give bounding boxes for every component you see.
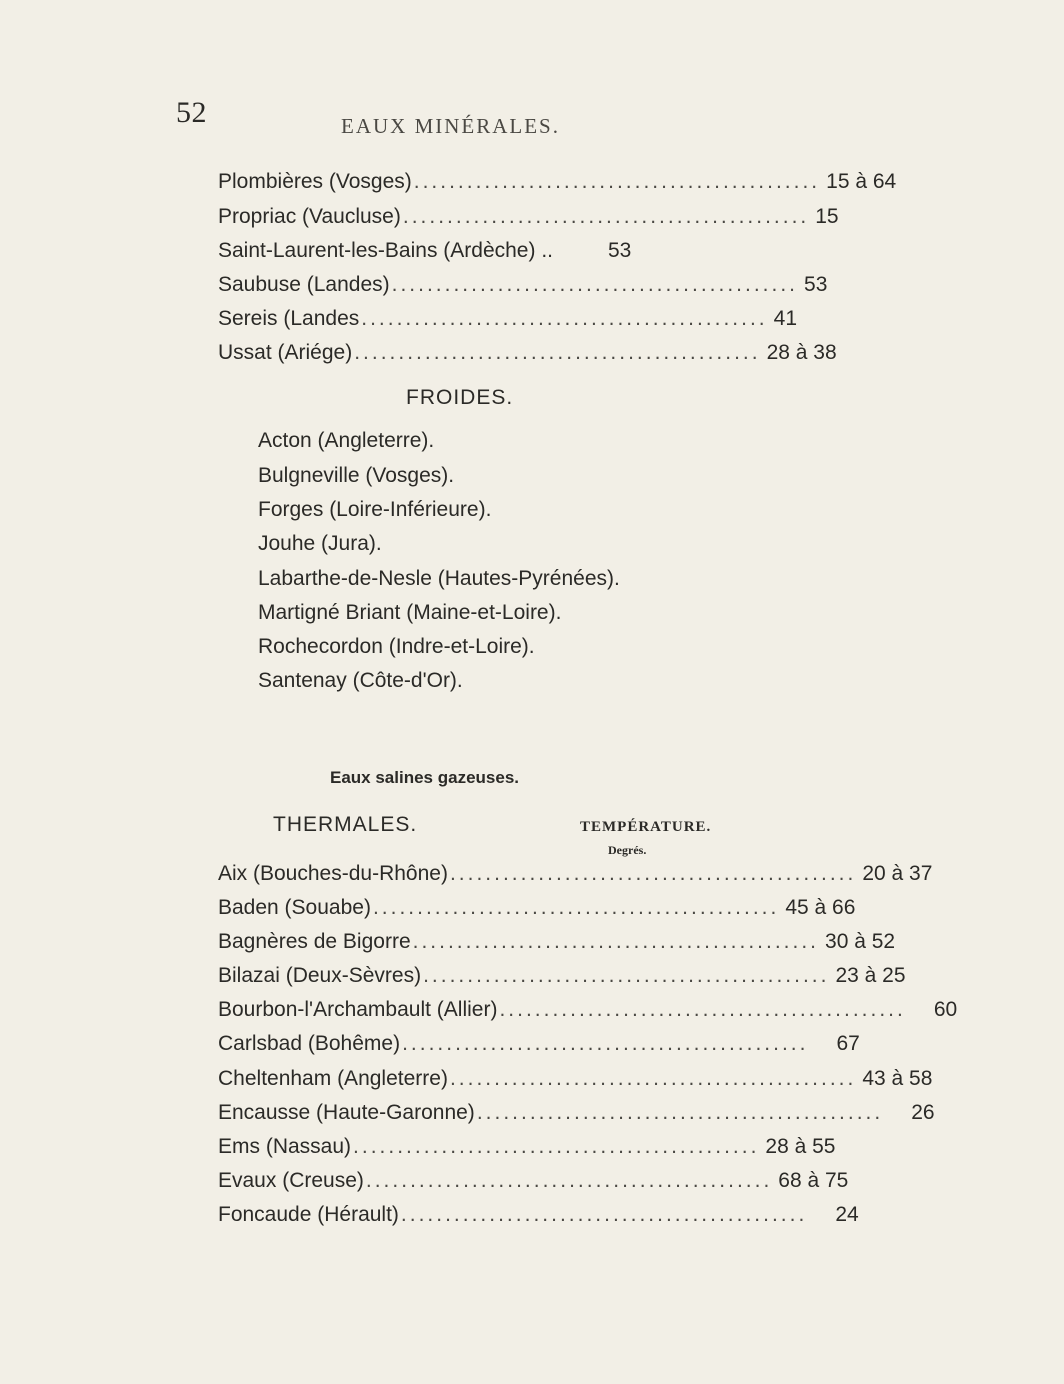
leader-dots: .............................................. [499,998,906,1021]
leader-dots: .............................................. [372,896,780,919]
spring-name: Aix (Bouches-du-Rhône) [218,862,448,885]
spring-temperature: 15 à 64 [826,170,897,193]
leader-dots: .............................................. [361,307,768,330]
spring-name: Saubuse (Landes) [218,273,390,296]
list-item [218,269,828,301]
leader-dots: .............................................. [354,341,761,364]
spring-name: Sereis (Landes [218,307,360,330]
spring-temperature: 24 [835,1203,859,1226]
spring-name: Bourbon-l'Archambault (Allier) [218,998,498,1021]
spring-name: Ems (Nassau) [218,1135,352,1158]
spring-name: Baden (Souabe) [218,896,371,919]
leader-dots: .............................................. [402,1032,809,1055]
list-item: Santenay (Côte-d'Or). [258,669,463,692]
spring-name: Evaux (Creuse) [218,1169,364,1192]
list-item: Acton (Angleterre). [258,429,435,452]
leader-dots: .............................................. [449,1067,857,1090]
leader-dots: .............................................. [449,862,857,885]
leader-dots: .............................................. [476,1101,884,1124]
spring-name: Plombières (Vosges) [218,170,412,193]
spring-name: Ussat (Ariége) [218,341,353,364]
list-item [218,201,839,233]
spring-name: Cheltenham (Angleterre) [218,1067,448,1090]
spring-temperature: 53 [804,273,828,296]
spring-name: Bagnères de Bigorre [218,930,411,953]
table-row [218,926,896,958]
spring-name: Saint-Laurent-les-Bains (Ardèche) .. [218,239,553,262]
spring-temperature: 45 à 66 [785,896,856,919]
table-row [218,858,933,890]
spring-name: Encausse (Haute-Garonne) [218,1101,475,1124]
list-item: Bulgneville (Vosges). [258,464,455,487]
spring-temperature: 20 à 37 [862,862,933,885]
list-item: Martigné Briant (Maine-et-Loire). [258,601,562,624]
list-item [218,337,837,369]
table-row [218,1131,836,1163]
list-item: Rochecordon (Indre-et-Loire). [258,635,535,658]
spring-temperature: 43 à 58 [862,1067,933,1090]
list-item [218,235,738,267]
spring-temperature: 23 à 25 [835,964,906,987]
page-number: 52 [176,96,207,129]
table-row [218,1063,933,1095]
list-item: Jouhe (Jura). [258,532,382,555]
list-item: Forges (Loire-Inférieure). [258,498,492,521]
spring-temperature: 30 à 52 [825,930,896,953]
spring-temperature: 28 à 38 [766,341,837,364]
table-row [218,892,856,924]
table-row [218,1199,859,1231]
spring-temperature: 68 à 75 [778,1169,849,1192]
table-row [218,1165,849,1197]
spring-temperature: 28 à 55 [765,1135,836,1158]
leader-dots: .............................................. [365,1169,773,1192]
spring-name: Foncaude (Hérault) [218,1203,399,1226]
column-unit-degres: Degrés. [608,843,647,857]
leader-dots: .............................................. [423,964,830,987]
spring-temperature: 60 [933,998,958,1021]
list-item [218,166,897,198]
table-row [218,1097,935,1129]
spring-temperature: 41 [773,307,797,330]
leader-dots: .............................................. [402,205,810,228]
spring-temperature: 67 [836,1032,860,1055]
spring-temperature: 53 [608,239,632,262]
spring-name: Carlsbad (Bohême) [218,1032,401,1055]
leader-dots: .............................................. [413,170,821,193]
spring-temperature: 26 [911,1101,935,1124]
list-item: Labarthe-de-Nesle (Hautes-Pyrénées). [258,567,620,590]
spring-temperature: 15 [815,205,839,228]
spring-name: Bilazai (Deux-Sèvres) [218,964,422,987]
section-title-froides: FROIDES. [406,386,514,409]
spring-name: Propriac (Vaucluse) [218,205,401,228]
table-row [218,1028,860,1060]
leader-dots: .............................................. [412,930,820,953]
leader-dots: .............................................. [391,273,799,296]
list-item [218,303,797,335]
column-heading-temperature: TEMPÉRATURE. [580,819,712,835]
leader-dots: .............................................. [400,1203,808,1226]
table-row [218,994,958,1026]
subsection-heading: Eaux salines gazeuses. [330,768,519,787]
running-head: EAUX MINÉRALES. [341,114,560,138]
column-heading-thermales: THERMALES. [273,813,418,836]
table-row [218,960,906,992]
leader-dots: .............................................. [353,1135,760,1158]
